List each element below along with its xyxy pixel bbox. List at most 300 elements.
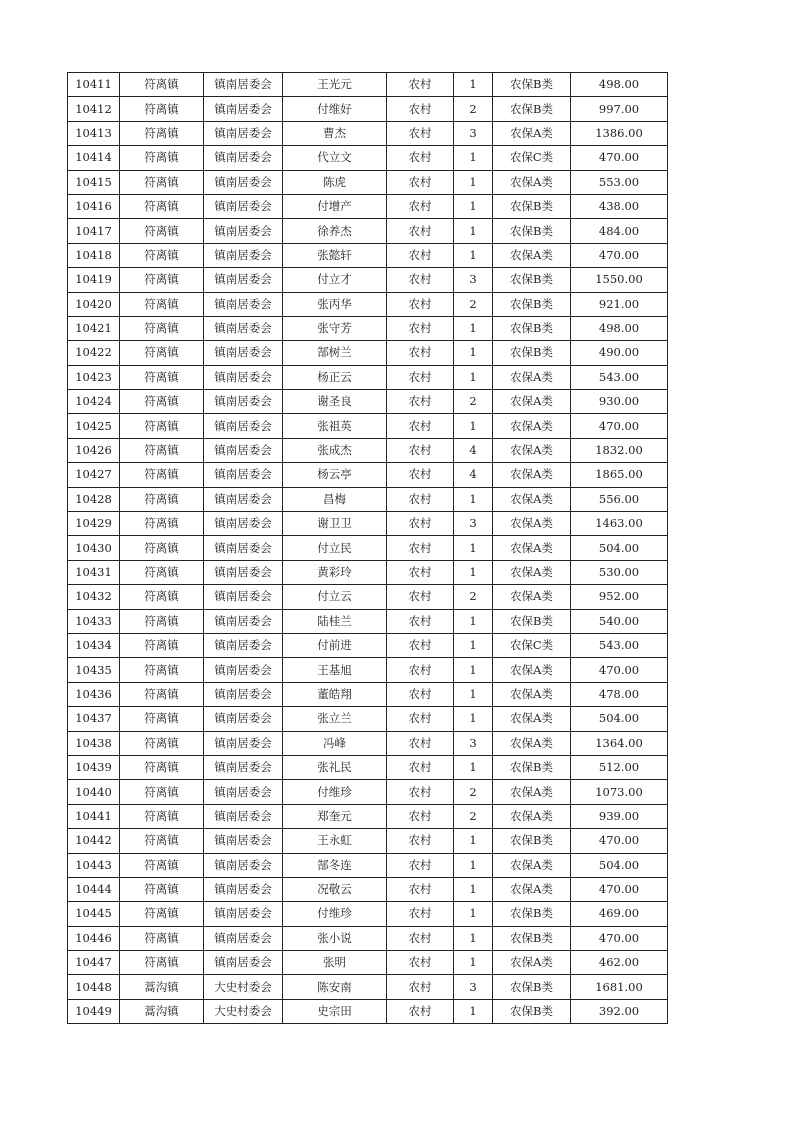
person-name-cell: 张懿轩 [283, 243, 387, 267]
table-row [68, 877, 668, 901]
committee-cell: 镇南居委会 [204, 536, 283, 560]
member-count-cell: 1 [454, 999, 493, 1023]
record-id-cell: 10414 [68, 146, 120, 170]
person-name-cell: 张立兰 [283, 707, 387, 731]
committee-cell: 镇南居委会 [204, 829, 283, 853]
town-cell: 符离镇 [120, 512, 204, 536]
amount-cell: 930.00 [571, 390, 668, 414]
table-row [68, 219, 668, 243]
member-count-cell: 1 [454, 219, 493, 243]
record-id-cell: 10432 [68, 585, 120, 609]
record-id-cell: 10444 [68, 877, 120, 901]
table-row [68, 316, 668, 340]
person-name-cell: 付立才 [283, 268, 387, 292]
record-id-cell: 10429 [68, 512, 120, 536]
insurance-category-cell: 农保C类 [493, 633, 571, 657]
member-count-cell: 4 [454, 438, 493, 462]
amount-cell: 540.00 [571, 609, 668, 633]
table-row [68, 292, 668, 316]
insurance-category-cell: 农保B类 [493, 194, 571, 218]
insurance-category-cell: 农保B类 [493, 926, 571, 950]
record-id-cell: 10447 [68, 951, 120, 975]
record-id-cell: 10422 [68, 341, 120, 365]
town-cell: 符离镇 [120, 341, 204, 365]
member-count-cell: 4 [454, 463, 493, 487]
person-name-cell: 郜树兰 [283, 341, 387, 365]
person-name-cell: 代立文 [283, 146, 387, 170]
amount-cell: 392.00 [571, 999, 668, 1023]
person-name-cell: 陈安南 [283, 975, 387, 999]
amount-cell: 438.00 [571, 194, 668, 218]
amount-cell: 1865.00 [571, 463, 668, 487]
household-type-cell: 农村 [387, 487, 454, 511]
person-name-cell: 曹杰 [283, 121, 387, 145]
record-id-cell: 10442 [68, 829, 120, 853]
household-type-cell: 农村 [387, 902, 454, 926]
household-type-cell: 农村 [387, 512, 454, 536]
record-id-cell: 10438 [68, 731, 120, 755]
member-count-cell: 3 [454, 121, 493, 145]
town-cell: 符离镇 [120, 268, 204, 292]
table-row [68, 682, 668, 706]
member-count-cell: 1 [454, 658, 493, 682]
committee-cell: 镇南居委会 [204, 414, 283, 438]
record-id-cell: 10417 [68, 219, 120, 243]
committee-cell: 镇南居委会 [204, 658, 283, 682]
committee-cell: 镇南居委会 [204, 609, 283, 633]
member-count-cell: 1 [454, 755, 493, 779]
amount-cell: 952.00 [571, 585, 668, 609]
town-cell: 符离镇 [120, 951, 204, 975]
table-row [68, 243, 668, 267]
household-type-cell: 农村 [387, 73, 454, 97]
insurance-category-cell: 农保A类 [493, 560, 571, 584]
record-id-cell: 10421 [68, 316, 120, 340]
record-id-cell: 10423 [68, 365, 120, 389]
town-cell: 符离镇 [120, 243, 204, 267]
insurance-category-cell: 农保B类 [493, 999, 571, 1023]
member-count-cell: 1 [454, 194, 493, 218]
person-name-cell: 郜冬连 [283, 853, 387, 877]
household-type-cell: 农村 [387, 414, 454, 438]
insurance-category-cell: 农保A类 [493, 121, 571, 145]
amount-cell: 470.00 [571, 926, 668, 950]
member-count-cell: 2 [454, 780, 493, 804]
record-id-cell: 10425 [68, 414, 120, 438]
town-cell: 符离镇 [120, 390, 204, 414]
table-row [68, 560, 668, 584]
amount-cell: 1463.00 [571, 512, 668, 536]
committee-cell: 镇南居委会 [204, 390, 283, 414]
household-type-cell: 农村 [387, 829, 454, 853]
committee-cell: 大史村委会 [204, 999, 283, 1023]
table-row [68, 463, 668, 487]
town-cell: 符离镇 [120, 97, 204, 121]
committee-cell: 镇南居委会 [204, 194, 283, 218]
insurance-category-cell: 农保A类 [493, 512, 571, 536]
committee-cell: 镇南居委会 [204, 853, 283, 877]
member-count-cell: 1 [454, 414, 493, 438]
committee-cell: 镇南居委会 [204, 463, 283, 487]
table-row [68, 707, 668, 731]
insurance-category-cell: 农保B类 [493, 292, 571, 316]
member-count-cell: 1 [454, 902, 493, 926]
household-type-cell: 农村 [387, 999, 454, 1023]
insurance-category-cell: 农保B类 [493, 219, 571, 243]
insurance-category-cell: 农保A类 [493, 682, 571, 706]
household-type-cell: 农村 [387, 365, 454, 389]
member-count-cell: 2 [454, 585, 493, 609]
town-cell: 符离镇 [120, 926, 204, 950]
town-cell: 符离镇 [120, 414, 204, 438]
insurance-category-cell: 农保A类 [493, 243, 571, 267]
table-row [68, 585, 668, 609]
record-id-cell: 10418 [68, 243, 120, 267]
amount-cell: 498.00 [571, 73, 668, 97]
record-id-cell: 10426 [68, 438, 120, 462]
household-type-cell: 农村 [387, 951, 454, 975]
person-name-cell: 徐养杰 [283, 219, 387, 243]
town-cell: 符离镇 [120, 438, 204, 462]
town-cell: 符离镇 [120, 560, 204, 584]
household-type-cell: 农村 [387, 926, 454, 950]
amount-cell: 470.00 [571, 146, 668, 170]
committee-cell: 镇南居委会 [204, 512, 283, 536]
town-cell: 蒿沟镇 [120, 975, 204, 999]
table-row [68, 975, 668, 999]
record-id-cell: 10448 [68, 975, 120, 999]
record-id-cell: 10445 [68, 902, 120, 926]
insurance-category-cell: 农保B类 [493, 975, 571, 999]
town-cell: 符离镇 [120, 219, 204, 243]
person-name-cell: 王永虹 [283, 829, 387, 853]
record-id-cell: 10424 [68, 390, 120, 414]
table-row [68, 487, 668, 511]
person-name-cell: 张守芳 [283, 316, 387, 340]
insurance-category-cell: 农保A类 [493, 780, 571, 804]
amount-cell: 469.00 [571, 902, 668, 926]
household-type-cell: 农村 [387, 731, 454, 755]
household-type-cell: 农村 [387, 268, 454, 292]
town-cell: 符离镇 [120, 316, 204, 340]
table-row [68, 951, 668, 975]
amount-cell: 498.00 [571, 316, 668, 340]
committee-cell: 镇南居委会 [204, 243, 283, 267]
committee-cell: 镇南居委会 [204, 731, 283, 755]
town-cell: 符离镇 [120, 780, 204, 804]
amount-cell: 530.00 [571, 560, 668, 584]
person-name-cell: 陆桂兰 [283, 609, 387, 633]
committee-cell: 镇南居委会 [204, 121, 283, 145]
table-row [68, 170, 668, 194]
record-id-cell: 10427 [68, 463, 120, 487]
table-row [68, 414, 668, 438]
amount-cell: 504.00 [571, 536, 668, 560]
insurance-category-cell: 农保A类 [493, 951, 571, 975]
amount-cell: 1681.00 [571, 975, 668, 999]
member-count-cell: 1 [454, 536, 493, 560]
town-cell: 符离镇 [120, 829, 204, 853]
insurance-category-cell: 农保A类 [493, 438, 571, 462]
person-name-cell: 况敬云 [283, 877, 387, 901]
town-cell: 符离镇 [120, 804, 204, 828]
insurance-category-cell: 农保A类 [493, 731, 571, 755]
town-cell: 蒿沟镇 [120, 999, 204, 1023]
person-name-cell: 付立民 [283, 536, 387, 560]
committee-cell: 镇南居委会 [204, 755, 283, 779]
insurance-category-cell: 农保B类 [493, 97, 571, 121]
person-name-cell: 王光元 [283, 73, 387, 97]
table-row [68, 341, 668, 365]
amount-cell: 543.00 [571, 365, 668, 389]
committee-cell: 镇南居委会 [204, 707, 283, 731]
amount-cell: 470.00 [571, 414, 668, 438]
household-type-cell: 农村 [387, 780, 454, 804]
member-count-cell: 1 [454, 365, 493, 389]
household-type-cell: 农村 [387, 609, 454, 633]
record-id-cell: 10431 [68, 560, 120, 584]
person-name-cell: 陈虎 [283, 170, 387, 194]
record-id-cell: 10433 [68, 609, 120, 633]
table-body [68, 73, 668, 1024]
amount-cell: 997.00 [571, 97, 668, 121]
amount-cell: 1073.00 [571, 780, 668, 804]
member-count-cell: 2 [454, 390, 493, 414]
person-name-cell: 张礼民 [283, 755, 387, 779]
person-name-cell: 张祖英 [283, 414, 387, 438]
table-row [68, 121, 668, 145]
amount-cell: 484.00 [571, 219, 668, 243]
member-count-cell: 1 [454, 682, 493, 706]
insurance-category-cell: 农保A类 [493, 707, 571, 731]
insurance-category-cell: 农保A类 [493, 877, 571, 901]
committee-cell: 镇南居委会 [204, 341, 283, 365]
household-type-cell: 农村 [387, 170, 454, 194]
town-cell: 符离镇 [120, 731, 204, 755]
insurance-category-cell: 农保B类 [493, 341, 571, 365]
town-cell: 符离镇 [120, 536, 204, 560]
town-cell: 符离镇 [120, 463, 204, 487]
record-id-cell: 10415 [68, 170, 120, 194]
household-type-cell: 农村 [387, 243, 454, 267]
town-cell: 符离镇 [120, 609, 204, 633]
committee-cell: 大史村委会 [204, 975, 283, 999]
member-count-cell: 1 [454, 853, 493, 877]
town-cell: 符离镇 [120, 146, 204, 170]
table-row [68, 755, 668, 779]
record-id-cell: 10420 [68, 292, 120, 316]
committee-cell: 镇南居委会 [204, 682, 283, 706]
household-type-cell: 农村 [387, 463, 454, 487]
amount-cell: 1386.00 [571, 121, 668, 145]
member-count-cell: 3 [454, 512, 493, 536]
record-id-cell: 10443 [68, 853, 120, 877]
table-row [68, 97, 668, 121]
table-row [68, 73, 668, 97]
committee-cell: 镇南居委会 [204, 780, 283, 804]
table-row [68, 146, 668, 170]
record-id-cell: 10436 [68, 682, 120, 706]
member-count-cell: 1 [454, 243, 493, 267]
person-name-cell: 付增产 [283, 194, 387, 218]
member-count-cell: 1 [454, 609, 493, 633]
household-type-cell: 农村 [387, 877, 454, 901]
record-id-cell: 10413 [68, 121, 120, 145]
town-cell: 符离镇 [120, 658, 204, 682]
household-type-cell: 农村 [387, 658, 454, 682]
household-type-cell: 农村 [387, 804, 454, 828]
household-type-cell: 农村 [387, 121, 454, 145]
record-id-cell: 10437 [68, 707, 120, 731]
amount-cell: 512.00 [571, 755, 668, 779]
amount-cell: 470.00 [571, 877, 668, 901]
committee-cell: 镇南居委会 [204, 292, 283, 316]
record-id-cell: 10411 [68, 73, 120, 97]
town-cell: 符离镇 [120, 682, 204, 706]
town-cell: 符离镇 [120, 707, 204, 731]
table-row [68, 194, 668, 218]
insurance-category-cell: 农保B类 [493, 316, 571, 340]
household-type-cell: 农村 [387, 438, 454, 462]
person-name-cell: 冯峰 [283, 731, 387, 755]
person-name-cell: 付维珍 [283, 902, 387, 926]
committee-cell: 镇南居委会 [204, 926, 283, 950]
member-count-cell: 1 [454, 316, 493, 340]
table-row [68, 731, 668, 755]
record-id-cell: 10412 [68, 97, 120, 121]
insurance-category-cell: 农保A类 [493, 853, 571, 877]
committee-cell: 镇南居委会 [204, 585, 283, 609]
amount-cell: 504.00 [571, 707, 668, 731]
table-row [68, 902, 668, 926]
committee-cell: 镇南居委会 [204, 877, 283, 901]
record-id-cell: 10416 [68, 194, 120, 218]
committee-cell: 镇南居委会 [204, 316, 283, 340]
town-cell: 符离镇 [120, 487, 204, 511]
amount-cell: 556.00 [571, 487, 668, 511]
member-count-cell: 3 [454, 731, 493, 755]
insurance-category-cell: 农保A类 [493, 585, 571, 609]
amount-cell: 504.00 [571, 853, 668, 877]
town-cell: 符离镇 [120, 194, 204, 218]
member-count-cell: 1 [454, 560, 493, 584]
committee-cell: 镇南居委会 [204, 633, 283, 657]
member-count-cell: 3 [454, 975, 493, 999]
person-name-cell: 付立云 [283, 585, 387, 609]
table-row [68, 999, 668, 1023]
town-cell: 符离镇 [120, 633, 204, 657]
household-type-cell: 农村 [387, 341, 454, 365]
member-count-cell: 1 [454, 951, 493, 975]
committee-cell: 镇南居委会 [204, 170, 283, 194]
person-name-cell: 张小说 [283, 926, 387, 950]
insurance-category-cell: 农保A类 [493, 170, 571, 194]
member-count-cell: 1 [454, 633, 493, 657]
committee-cell: 镇南居委会 [204, 365, 283, 389]
member-count-cell: 3 [454, 268, 493, 292]
insurance-category-cell: 农保A类 [493, 463, 571, 487]
insurance-category-cell: 农保A类 [493, 365, 571, 389]
insurance-category-cell: 农保A类 [493, 414, 571, 438]
record-id-cell: 10446 [68, 926, 120, 950]
person-name-cell: 张成杰 [283, 438, 387, 462]
insurance-category-cell: 农保A类 [493, 658, 571, 682]
person-name-cell: 付维好 [283, 97, 387, 121]
household-type-cell: 农村 [387, 707, 454, 731]
household-type-cell: 农村 [387, 292, 454, 316]
amount-cell: 470.00 [571, 243, 668, 267]
amount-cell: 1550.00 [571, 268, 668, 292]
table-row [68, 853, 668, 877]
town-cell: 符离镇 [120, 755, 204, 779]
household-type-cell: 农村 [387, 316, 454, 340]
household-type-cell: 农村 [387, 390, 454, 414]
committee-cell: 镇南居委会 [204, 438, 283, 462]
member-count-cell: 1 [454, 341, 493, 365]
person-name-cell: 谢圣良 [283, 390, 387, 414]
town-cell: 符离镇 [120, 365, 204, 389]
member-count-cell: 1 [454, 877, 493, 901]
person-name-cell: 付前进 [283, 633, 387, 657]
table-row [68, 926, 668, 950]
table-row [68, 804, 668, 828]
amount-cell: 478.00 [571, 682, 668, 706]
amount-cell: 939.00 [571, 804, 668, 828]
table-row [68, 536, 668, 560]
person-name-cell: 王基旭 [283, 658, 387, 682]
town-cell: 符离镇 [120, 73, 204, 97]
person-name-cell: 董皓翔 [283, 682, 387, 706]
table-row [68, 365, 668, 389]
person-name-cell: 昌梅 [283, 487, 387, 511]
table-row [68, 829, 668, 853]
committee-cell: 镇南居委会 [204, 902, 283, 926]
household-type-cell: 农村 [387, 97, 454, 121]
amount-cell: 470.00 [571, 658, 668, 682]
table-row [68, 780, 668, 804]
person-name-cell: 张丙华 [283, 292, 387, 316]
table-row [68, 268, 668, 292]
insurance-category-cell: 农保B类 [493, 609, 571, 633]
household-type-cell: 农村 [387, 585, 454, 609]
record-id-cell: 10434 [68, 633, 120, 657]
person-name-cell: 张明 [283, 951, 387, 975]
insurance-category-cell: 农保A类 [493, 804, 571, 828]
insurance-category-cell: 农保C类 [493, 146, 571, 170]
table-row [68, 609, 668, 633]
insurance-category-cell: 农保B类 [493, 829, 571, 853]
household-type-cell: 农村 [387, 975, 454, 999]
town-cell: 符离镇 [120, 121, 204, 145]
town-cell: 符离镇 [120, 170, 204, 194]
committee-cell: 镇南居委会 [204, 804, 283, 828]
person-name-cell: 杨正云 [283, 365, 387, 389]
committee-cell: 镇南居委会 [204, 268, 283, 292]
record-id-cell: 10419 [68, 268, 120, 292]
member-count-cell: 1 [454, 170, 493, 194]
amount-cell: 470.00 [571, 829, 668, 853]
person-name-cell: 郑奎元 [283, 804, 387, 828]
amount-cell: 1832.00 [571, 438, 668, 462]
amount-cell: 490.00 [571, 341, 668, 365]
member-count-cell: 1 [454, 926, 493, 950]
town-cell: 符离镇 [120, 902, 204, 926]
household-type-cell: 农村 [387, 536, 454, 560]
record-id-cell: 10440 [68, 780, 120, 804]
household-type-cell: 农村 [387, 682, 454, 706]
person-name-cell: 付维珍 [283, 780, 387, 804]
member-count-cell: 1 [454, 146, 493, 170]
